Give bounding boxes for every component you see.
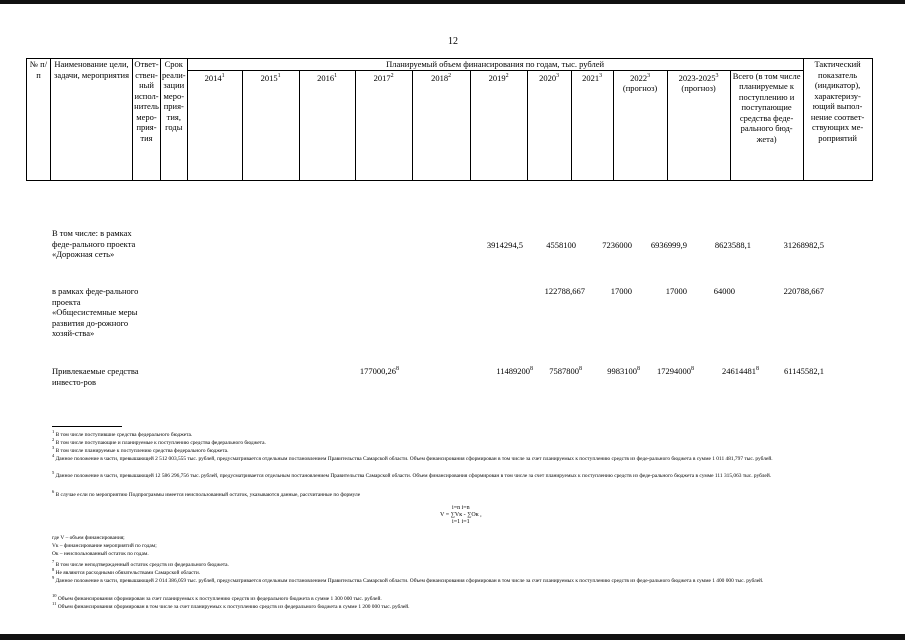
footnote-11: $^{11}$ Объем финансирования сформирован в том числе за счет планируемых к поступлению средств из федерального бюджета в сумме 1 200 000 тыс. рублей.: [52, 601, 410, 610]
footnote-9: $^9$ Данное положение в части, превышающей 2 014 386,059 тыс. рублей, предусматривается отдельным постановлением Правительства Самарской области. Объем финансирования сформирован в том числе за счет планируемых к поступлению средств из феде-рального бюджета в сумме 1 400 000 тыс. рублей.: [52, 575, 764, 584]
footnote-8: $^8$ Не являются расходными обязательствами Самарской области.: [52, 567, 201, 576]
row3-2022: 17294000$^8$: [657, 366, 694, 376]
row-label-road-network: В том числе: в рамках феде-рального проекта «Дорожная сеть»: [52, 228, 136, 259]
row2-2021: 17000: [610, 286, 632, 296]
year-2021: 2021$^3$: [571, 70, 613, 180]
row1-total: 31268982,5: [783, 240, 824, 250]
year-2018: 2018$^2$: [412, 70, 470, 180]
row-label-investors: Привлекаемые средства инвесто-ров: [52, 366, 139, 387]
footnote-separator: [52, 426, 122, 427]
footnote-10: $^{10}$ Объем финансирования сформирован за счет планируемых к поступлению средств из федерального бюджета в сумме 1 300 000 тыс. рублей.: [52, 593, 382, 602]
col-financing-group: Планируемый объем финансирования по годам, тыс. рублей: [187, 59, 803, 71]
footnote-6: $^6$ В случае если по мероприятию Подпрограммы имеется неиспользованный остаток, указываются данные, рассчитанные по формуле: [52, 489, 361, 498]
row1-2022: 6936999,9: [650, 240, 687, 250]
year-2014: 2014$^1$: [187, 70, 242, 180]
col-number: № п/п: [27, 59, 51, 181]
year-2023-2025: 2023-2025$^3$ (прогноз): [667, 70, 730, 180]
col-responsible: Ответ-ствен-ный испол-нитель меро-прия-тия: [133, 59, 161, 181]
year-2019: 2019$^2$: [470, 70, 527, 180]
footnote-ok: Ок – неиспользованный остаток по годам.: [52, 551, 149, 557]
row3-2023: 24614481$^8$: [722, 366, 759, 376]
year-2016: 2016$^1$: [299, 70, 355, 180]
footnote-3: $^3$ В том числе планируемые к поступлению средства федерального бюджета.: [52, 445, 229, 454]
year-2017: 2017$^2$: [355, 70, 412, 180]
footnote-5: $^5$ Данное положение в части, превышающей 12 586 296,756 тыс. рублей, предусматривается отдельным постановлением Правительства Самарской области. Объем финансирования сформирован в том числе за счет планируемых к поступлению средств из феде-рального бюджета в сумме 111 315,063 тыс. рублей.: [52, 470, 772, 479]
year-2020: 2020$^3$: [527, 70, 571, 180]
row1-2023: 8623588,1: [714, 240, 751, 250]
row3-2021: 9983100$^8$: [607, 366, 640, 376]
row2-2023: 64000: [713, 286, 735, 296]
row3-total: 61145582,1: [783, 366, 824, 376]
col-name: Наименование цели, задачи, мероприятия: [51, 59, 133, 181]
row1-2020: 4558100: [546, 240, 576, 250]
row-label-system-measures: в рамках феде-рального проекта «Общесистемные меры развития до-рожного хозяй-ства»: [52, 286, 139, 338]
page-number: 12: [448, 36, 458, 47]
footnote-7: $^7$ В том числе неподтвержденный остаток средств из федерального бюджета.: [52, 559, 229, 568]
row2-2020: 122788,667: [544, 286, 585, 296]
footnote-1: $^1$ В том числе поступившие средства федерального бюджета.: [52, 429, 193, 438]
row3-2019: 11489200$^8$: [496, 366, 533, 376]
row2-total: 220788,667: [783, 286, 824, 296]
bottom-border: [0, 634, 905, 640]
financing-header-table: [26, 58, 873, 181]
row1-2021: 7236000: [602, 240, 632, 250]
footnote-vk: Vк – финансирование мероприятий по годам;: [52, 543, 157, 549]
year-2015: 2015$^1$: [242, 70, 299, 180]
top-border: [0, 0, 905, 4]
row2-2022: 17000: [665, 286, 687, 296]
col-indicator: Тактический показатель (индикатор), характеризу-ющий выпол-нение соответ-ствующих ме-роприятий: [803, 59, 872, 181]
year-2022: 2022$^3$ (прогноз): [613, 70, 667, 180]
row3-2017: 177000,26$^8$: [359, 366, 399, 376]
row3-2020: 7587800$^8$: [549, 366, 582, 376]
formula: i=n i=n V = ∑Vк - ∑Oк , i=1 i=1: [440, 505, 482, 525]
footnote-where-v: где V – объем финансирования;: [52, 535, 125, 541]
row1-2019: 3914294,5: [486, 240, 523, 250]
col-term: Срок реали-зации меро-прия-тия, годы: [161, 59, 188, 181]
col-total: Всего (в том числе планируемые к поступлению и поступающие средства феде-рального бюд-жета): [730, 70, 803, 180]
footnote-4: $^4$ Данное положение в части, превышающей 2 512 003,555 тыс. рублей, предусматривается отдельным постановлением Правительства Самарской области. Объем финансирования сформирован в том числе за счет планируемых к поступлению средств из феде-рального бюджета в сумме 1 011 481,797 тыс. рублей.: [52, 453, 773, 462]
footnote-2: $^2$ В том числе поступающие и планируемые к поступлению средства федерального бюджета.: [52, 437, 266, 446]
